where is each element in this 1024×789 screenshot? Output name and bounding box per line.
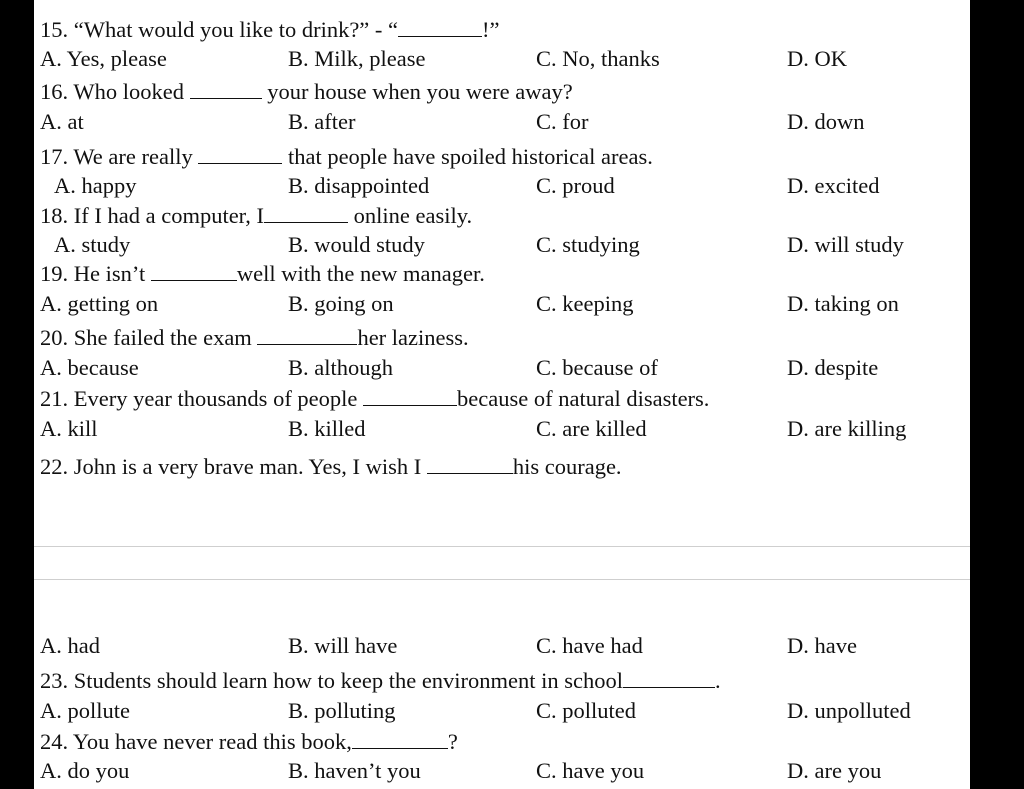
option-a[interactable]: A. study xyxy=(54,232,131,257)
option-a[interactable]: A. kill xyxy=(40,416,98,441)
answer-blank[interactable] xyxy=(352,730,448,749)
question-text: your house when you were away? xyxy=(261,79,573,104)
question-text: 19. He isn’t xyxy=(40,261,151,286)
question-text: 18. If I had a computer, I xyxy=(40,203,265,228)
question-text: 22. John is a very brave man. Yes, I wish I xyxy=(40,454,427,479)
option-c[interactable]: C. have had xyxy=(536,633,643,658)
divider xyxy=(34,579,970,580)
question-19-stem xyxy=(40,261,485,287)
question-text: 21. Every year thousands of people xyxy=(40,386,364,411)
question-16-stem xyxy=(40,79,573,105)
answer-blank[interactable] xyxy=(257,326,357,345)
answer-blank[interactable] xyxy=(427,455,513,474)
option-c[interactable]: C. studying xyxy=(536,232,640,257)
option-d[interactable]: D. are killing xyxy=(787,416,907,441)
option-b[interactable]: B. although xyxy=(288,355,393,380)
question-17-stem xyxy=(40,144,653,170)
option-c[interactable]: C. polluted xyxy=(536,698,636,723)
option-a[interactable]: A. Yes, please xyxy=(40,46,167,71)
question-24-stem xyxy=(40,729,458,755)
option-a[interactable]: A. had xyxy=(40,633,100,658)
question-21-stem xyxy=(40,386,709,412)
option-d[interactable]: D. are you xyxy=(787,758,882,783)
question-text: 20. She failed the exam xyxy=(40,325,258,350)
question-23-stem xyxy=(40,668,721,694)
answer-blank[interactable] xyxy=(363,387,457,406)
option-d[interactable]: D. excited xyxy=(787,173,880,198)
option-c[interactable]: C. proud xyxy=(536,173,615,198)
answer-blank[interactable] xyxy=(198,145,282,164)
option-a[interactable]: A. do you xyxy=(40,758,130,783)
question-text: !” xyxy=(482,17,500,42)
option-b[interactable]: B. after xyxy=(288,109,356,134)
answer-blank[interactable] xyxy=(264,204,348,223)
question-18-stem xyxy=(40,203,472,229)
question-text: 17. We are really xyxy=(40,144,199,169)
option-c[interactable]: C. for xyxy=(536,109,589,134)
question-text: 15. “What would you like to drink?” - “ xyxy=(40,17,399,42)
option-c[interactable]: C. have you xyxy=(536,758,645,783)
option-b[interactable]: B. killed xyxy=(288,416,366,441)
question-text: his courage. xyxy=(512,454,622,479)
question-text: 16. Who looked xyxy=(40,79,190,104)
option-d[interactable]: D. unpolluted xyxy=(787,698,911,723)
answer-blank[interactable] xyxy=(398,18,482,37)
option-c[interactable]: C. No, thanks xyxy=(536,46,660,71)
question-text: her laziness. xyxy=(357,325,469,350)
question-text: online easily. xyxy=(348,203,473,228)
option-d[interactable]: D. OK xyxy=(787,46,847,71)
question-15-stem xyxy=(40,17,500,43)
question-text: 24. You have never read this book, xyxy=(40,729,352,754)
option-a[interactable]: A. pollute xyxy=(40,698,130,723)
option-d[interactable]: D. have xyxy=(787,633,857,658)
option-c[interactable]: C. are killed xyxy=(536,416,647,441)
option-d[interactable]: D. down xyxy=(787,109,865,134)
answer-blank[interactable] xyxy=(190,80,262,99)
option-d[interactable]: D. taking on xyxy=(787,291,899,316)
option-a[interactable]: A. getting on xyxy=(40,291,159,316)
question-22-stem xyxy=(40,454,622,480)
option-c[interactable]: C. because of xyxy=(536,355,658,380)
option-d[interactable]: D. despite xyxy=(787,355,879,380)
option-b[interactable]: B. disappointed xyxy=(288,173,430,198)
option-a[interactable]: A. because xyxy=(40,355,139,380)
question-text: 23. Students should learn how to keep the environment in school xyxy=(40,668,624,693)
option-b[interactable]: B. going on xyxy=(288,291,394,316)
question-text: well with the new manager. xyxy=(236,261,485,286)
option-a[interactable]: A. happy xyxy=(54,173,137,198)
option-b[interactable]: B. Milk, please xyxy=(288,46,426,71)
question-text: that people have spoiled historical areas. xyxy=(282,144,653,169)
option-b[interactable]: B. would study xyxy=(288,232,425,257)
divider xyxy=(34,546,970,547)
option-d[interactable]: D. will study xyxy=(787,232,904,257)
question-text: . xyxy=(715,668,721,693)
option-c[interactable]: C. keeping xyxy=(536,291,634,316)
question-20-stem xyxy=(40,325,469,351)
option-a[interactable]: A. at xyxy=(40,109,84,134)
answer-blank[interactable] xyxy=(623,669,715,688)
answer-blank[interactable] xyxy=(151,262,237,281)
option-b[interactable]: B. will have xyxy=(288,633,398,658)
question-text: ? xyxy=(447,729,458,754)
question-text: because of natural disasters. xyxy=(457,386,710,411)
option-b[interactable]: B. polluting xyxy=(288,698,396,723)
option-b[interactable]: B. haven’t you xyxy=(288,758,421,783)
worksheet-page xyxy=(34,0,970,789)
